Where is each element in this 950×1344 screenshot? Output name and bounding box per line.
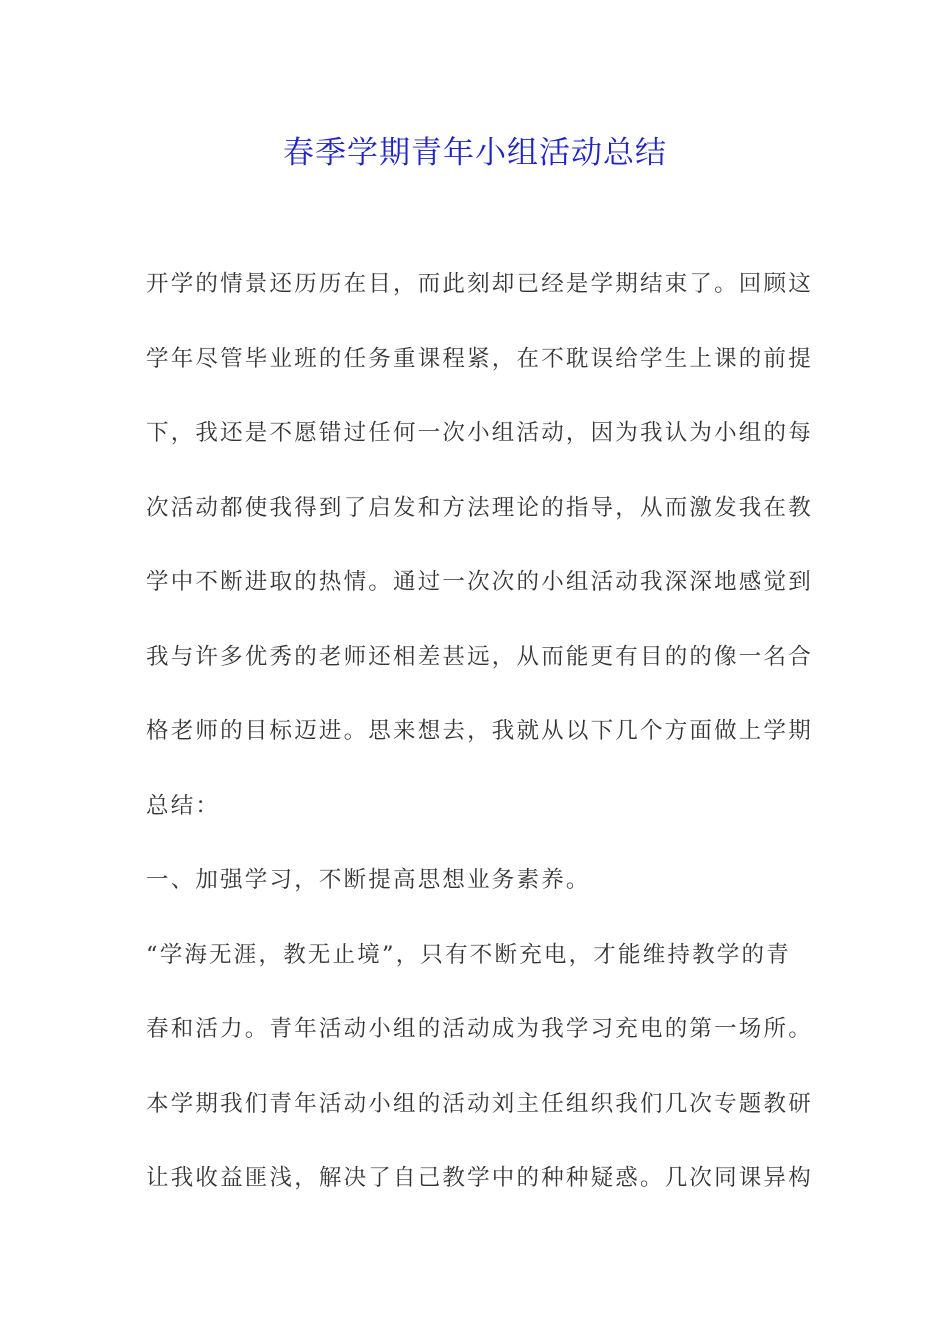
document-title: 春季学期青年小组活动总结 <box>283 135 667 171</box>
body-line: 本学期我们青年活动小组的活动刘主任组织我们几次专题教研 <box>146 1090 813 1117</box>
body-line: 我与许多优秀的老师还相差甚远，从而能更有目的的像一名合 <box>146 643 813 670</box>
body-line: 次活动都使我得到了启发和方法理论的指导，从而激发我在教 <box>146 494 813 521</box>
document-body <box>146 262 816 1231</box>
body-line: 让我收益匪浅，解决了自己教学中的种种疑惑。几次同课异构 <box>146 1165 813 1191</box>
body-line: 开学的情景还历历在目，而此刻却已经是学期结束了。回顾这 <box>146 271 813 297</box>
body-line: 格老师的目标迈进。思来想去，我就从以下几个方面做上学期 <box>146 718 813 744</box>
body-line: 学年尽管毕业班的任务重课程紧，在不耽误给学生上课的前提 <box>146 345 813 372</box>
body-line: 学中不断进取的热情。通过一次次的小组活动我深深地感觉到 <box>146 569 813 595</box>
section-heading: 一、加强学习，不断提高思想业务素养。 <box>146 867 591 893</box>
body-line: “学海无涯，教无止境”，只有不断充电，才能维持教学的青 <box>146 941 791 968</box>
body-line: 下，我还是不愿错过任何一次小组活动，因为我认为小组的每 <box>146 420 813 446</box>
body-line: 总结： <box>146 792 221 819</box>
body-line: 春和活力。青年活动小组的活动成为我学习充电的第一场所。 <box>146 1016 813 1042</box>
